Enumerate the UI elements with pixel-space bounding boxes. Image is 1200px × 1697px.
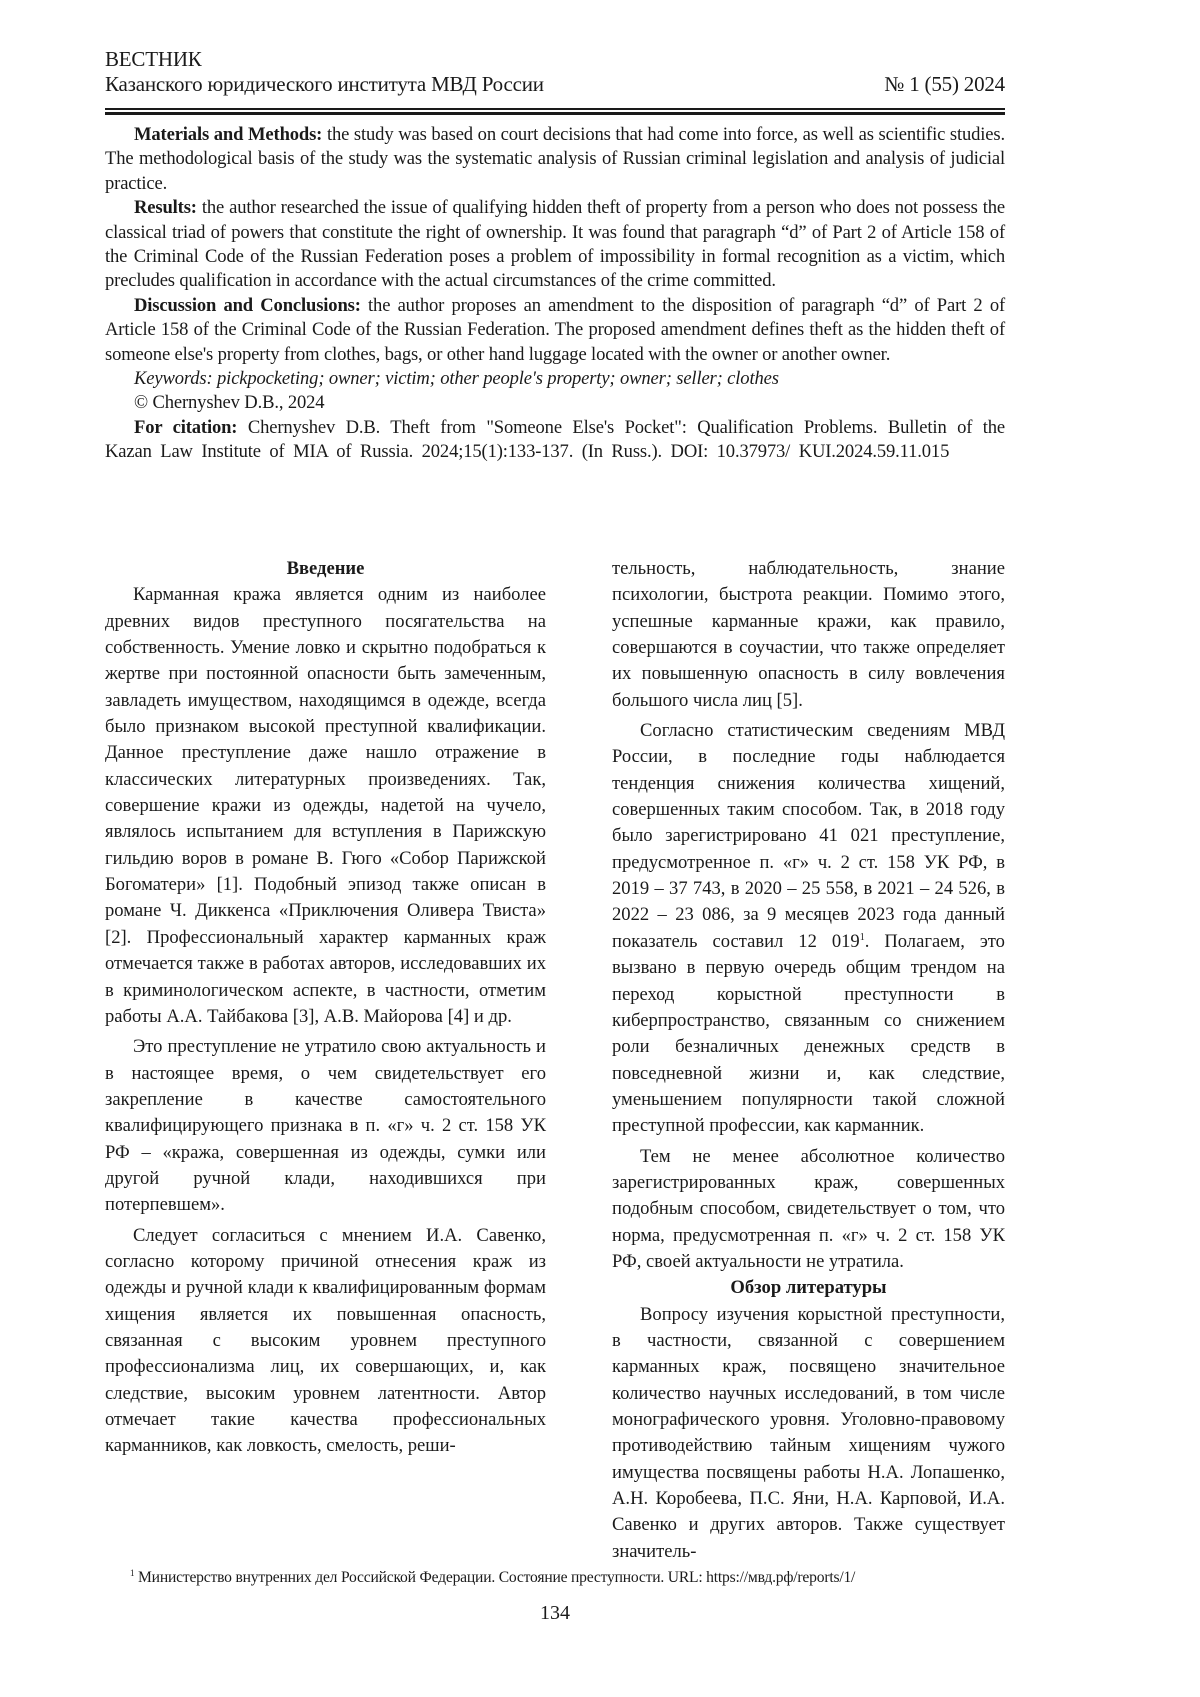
- journal-title-line2: Казанского юридического института МВД России: [105, 72, 544, 96]
- body-paragraph-continued: тельность, наблюдательность, знание психологии, быстрота реакции. Помимо этого, успешные карманные кражи, как правило, совершаются в соучастии, что также определяет их повышенную опасность в силу вовлечения большого числа лиц [5].: [612, 558, 1005, 711]
- statistics-text: Согласно статистическим сведениям МВД России, в последние годы наблюдается тенденция снижения количества хищений, совершенных таким способом. Так, в 2018 году было зарегистрировано 41 021 преступление, предусмотренное п. «г» ч. 2 ст. 158 УК РФ, в 2019 – 37 743, в 2020 – 25 558, в 2021 – 24 526, в 2022 – 23 086, за 9 месяцев 2023 года данный показатель составил 12 019: [612, 720, 1005, 952]
- copyright: © Chernyshev D.B., 2024: [134, 392, 325, 414]
- results-label: Results:: [134, 197, 197, 219]
- body-paragraph: [612, 718, 1005, 1140]
- discussion-paragraph: [105, 294, 1005, 367]
- english-abstract: [105, 123, 1005, 465]
- header-rule-thin: [105, 108, 1005, 110]
- page-number: 134: [540, 1602, 570, 1624]
- body-paragraph: Карманная кража является одним из наиболее древних видов преступного посягательства на собственность. Умение ловко и скрытно подобраться к жертве при постоянной опасности быть замеченным, завладеть имуществом, находящимся в одежде, всегда было признаком высокой преступной квалификации. Данное преступление даже нашло отражение в классических литературных произведениях. Так, совершение кражи из одежды, надетой на чучело, являлось испытанием для вступления в Парижскую гильдию воров в романе В. Гюго «Собор Парижской Богоматери» [1]. Подобный эпизод также описан в романе Ч. Диккенса «Приключения Оливера Твиста» [2]. Профессиональный характер карманных краж отмечается также в работах авторов, исследовавших их в криминологическом аспекте, в частности, отметим работы А.А. Тайбакова [3], А.В. Майорова [4] и др.: [105, 584, 546, 1027]
- materials-methods-paragraph: [105, 123, 1005, 196]
- body-paragraph: Вопросу изучения корыстной преступности, в частности, связанной с совершением карманных краж, посвящено значительное количество научных исследований, в том числе монографического уровня. Уголовно-правовому противодействию тайным хищениям чужого имущества посвящены работы Н.А. Лопашенко, А.Н. Коробеева, П.С. Яни, Н.А. Карповой, И.А. Савенко и других авторов. Также существует значитель-: [612, 1303, 1005, 1562]
- right-column: [612, 556, 1005, 1565]
- footnote: [130, 1568, 855, 1588]
- journal-title-line1: ВЕСТНИК: [105, 47, 202, 71]
- citation-text: Chernyshev D.B. Theft from "Someone Else's Pocket": Qualification Problems. Bulletin of the Kazan Law Institute of MIA of Russia. 2024;15(1):133-137. (In Russ.). DOI: 10.37973/ KUI.2024.59.11.015: [105, 416, 1006, 463]
- body-paragraph: Следует согласиться с мнением И.А. Савенко, согласно которому причиной отнесения краж из одежды и ручной клади к квалифицированным формам хищения является их повышенная опасность, связанная с высоким уровнем преступного профессионализма лиц, их совершающих, и, как следствие, высоким уровнем латентности. Автор отмечает такие качества профессиональных карманников, как ловкость, смелость, реши-: [105, 1224, 546, 1457]
- header-rule-thick: [105, 112, 1005, 115]
- body-paragraph: Тем не менее абсолютное количество зарегистрированных краж, совершенных подобным способом, свидетельствует о том, что норма, предусмотренная п. «г» ч. 2 ст. 158 УК РФ, своей актуальности не утратила.: [612, 1145, 1005, 1272]
- materials-methods-text: the study was based on court decisions that had come into force, as well as scientific studies. The methodological basis of the study was the systematic analysis of Russian criminal legislation and analysis of judicial practice.: [105, 124, 1005, 194]
- running-header: [105, 47, 1005, 97]
- left-column: [105, 556, 546, 1460]
- results-paragraph: [105, 196, 1005, 294]
- discussion-text: the author proposes an amendment to the disposition of paragraph “d” of Part 2 of Article 158 of the Criminal Code of the Russian Federation. The proposed amendment defines theft as the hidden theft of someone else's property from clothes, bags, or other hand luggage located with the owner or another owner.: [105, 294, 1006, 365]
- citation-paragraph: [105, 416, 1005, 465]
- keywords: Keywords: pickpocketing; owner; victim; other people's property; owner; seller; clothes: [134, 368, 779, 390]
- issue-number: № 1 (55) 2024: [884, 72, 1005, 96]
- footnote-reference[interactable]: 1: [859, 931, 865, 943]
- citation-label: For citation:: [134, 416, 238, 438]
- results-text: the author researched the issue of qualifying hidden theft of property from a person who does not possess the classical triad of powers that constitute the right of ownership. It was found that paragraph “d” of Part 2 of Article 158 of the Criminal Code of the Russian Federation poses a problem of impossibility in formal recognition as a victim, which precludes qualification in accordance with the actual circumstances of the crime committed.: [105, 197, 1005, 292]
- materials-methods-label: Materials and Methods:: [134, 124, 323, 145]
- footnote-marker: 1: [130, 1568, 135, 1578]
- section-heading-literature-review: Обзор литературы: [730, 1277, 887, 1299]
- body-paragraph: Это преступление не утратило свою актуальность и в настоящее время, о чем свидетельствует его закрепление в качестве самостоятельного квалифицирующего признака в п. «г» ч. 2 ст. 158 УК РФ – «кража, совершенная из одежды, сумки или другой ручной клади, находившихся при потерпевшем».: [105, 1036, 546, 1216]
- discussion-label: Discussion and Conclusions:: [134, 294, 361, 316]
- section-heading-introduction: Введение: [286, 558, 365, 579]
- footnote-text: Министерство внутренних дел Российской Федерации. Состояние преступности. URL: https://мвд.рф/reports/1/: [134, 1569, 856, 1586]
- statistics-text-cont: . Полагаем, это вызвано в первую очередь общим трендом на переход корыстной преступности в киберпространство, связанным со снижением роли безналичных денежных средств в повседневной жизни и, как следствие, уменьшением популярности такой сложной преступной профессии, как карманник.: [612, 930, 1005, 1137]
